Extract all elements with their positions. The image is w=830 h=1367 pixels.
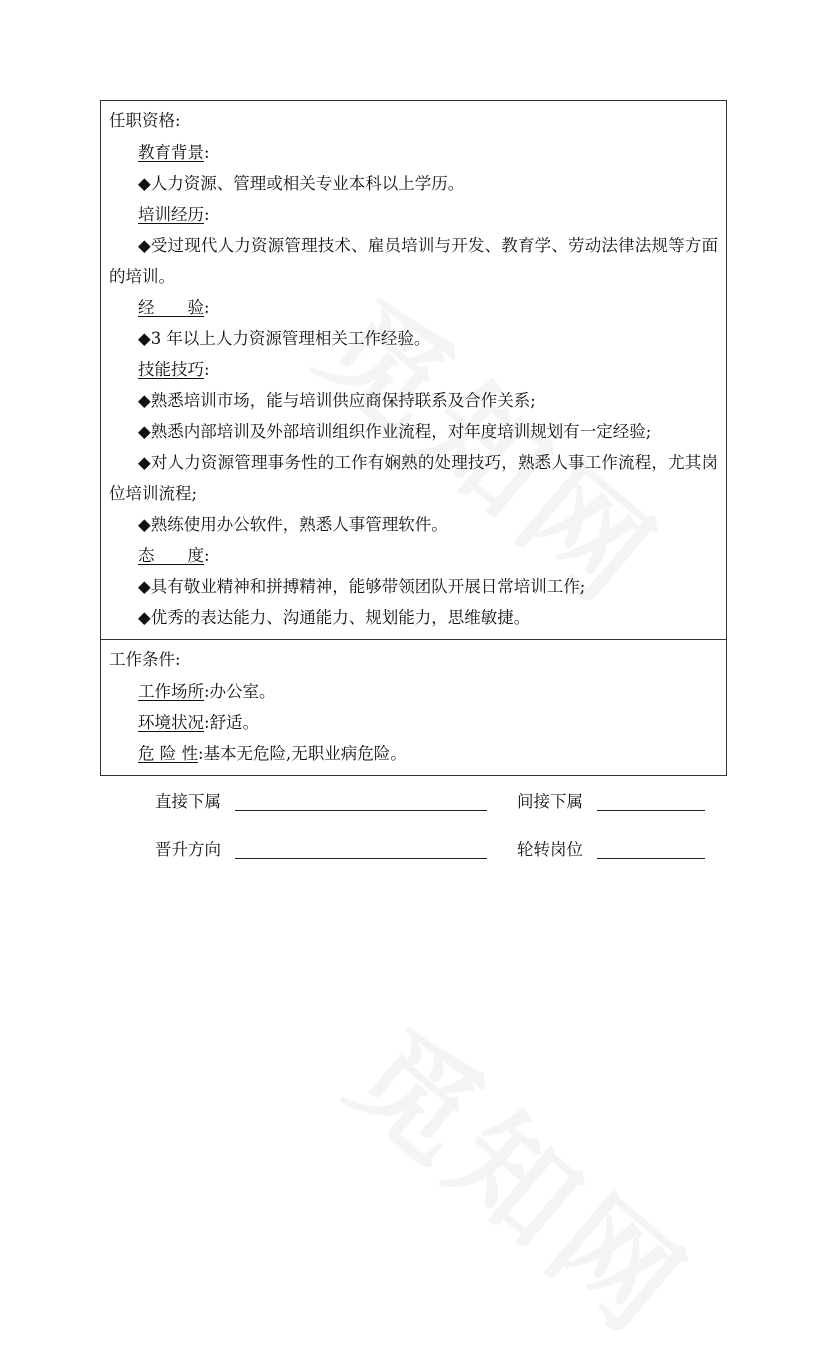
qualifications-title: 任职资格:	[109, 111, 181, 130]
indirect-subordinate-label: 间接下属	[517, 792, 583, 811]
conditions-section	[101, 639, 726, 775]
job-description-table	[100, 100, 727, 776]
direct-subordinate-label: 直接下属	[155, 792, 221, 811]
promotion-field[interactable]	[235, 858, 487, 859]
condition-hazard: 危 险 性:基本无危险,无职业病危险。	[138, 744, 407, 763]
attitude-item: ◆优秀的表达能力、沟通能力、规划能力，思维敏捷。	[138, 608, 531, 627]
subordinates-row	[155, 788, 715, 816]
training-item: ◆受过现代人力资源管理技术、雇员培训与开发、教育学、劳动法律法规等方面的培训。	[109, 236, 718, 286]
rotation-field[interactable]	[597, 858, 705, 859]
skills-item: ◆熟悉内部培训及外部培训组织作业流程，对年度培训规划有一定经验;	[138, 422, 652, 441]
condition-workplace: 工作场所:办公室。	[138, 682, 276, 701]
skills-item: ◆熟练使用办公软件，熟悉人事管理软件。	[138, 515, 448, 534]
skills-item: ◆熟悉培训市场，能与培训供应商保持联系及合作关系;	[138, 391, 536, 410]
skills-item: ◆对人力资源管理事务性的工作有娴熟的处理技巧，熟悉人事工作流程，尤其岗位培训流程;	[109, 453, 718, 503]
attitude-heading: 态 度:	[138, 546, 210, 565]
experience-item: ◆3 年以上人力资源管理相关工作经验。	[138, 329, 431, 348]
condition-environment: 环境状况:舒适。	[138, 713, 260, 732]
indirect-subordinate-field[interactable]	[597, 810, 705, 811]
watermark	[320, 985, 729, 1367]
qualifications-section	[101, 101, 726, 639]
career-row	[155, 836, 715, 864]
conditions-title: 工作条件:	[109, 650, 181, 669]
rotation-label: 轮转岗位	[517, 840, 583, 859]
education-item: ◆人力资源、管理或相关专业本科以上学历。	[138, 174, 465, 193]
skills-heading: 技能技巧:	[138, 360, 210, 379]
experience-heading: 经 验:	[138, 298, 210, 317]
education-heading: 教育背景:	[138, 143, 210, 162]
direct-subordinate-field[interactable]	[235, 810, 487, 811]
attitude-item: ◆具有敬业精神和拼搏精神，能够带领团队开展日常培训工作;	[138, 577, 586, 596]
promotion-label: 晋升方向	[155, 840, 221, 859]
training-heading: 培训经历:	[138, 205, 210, 224]
